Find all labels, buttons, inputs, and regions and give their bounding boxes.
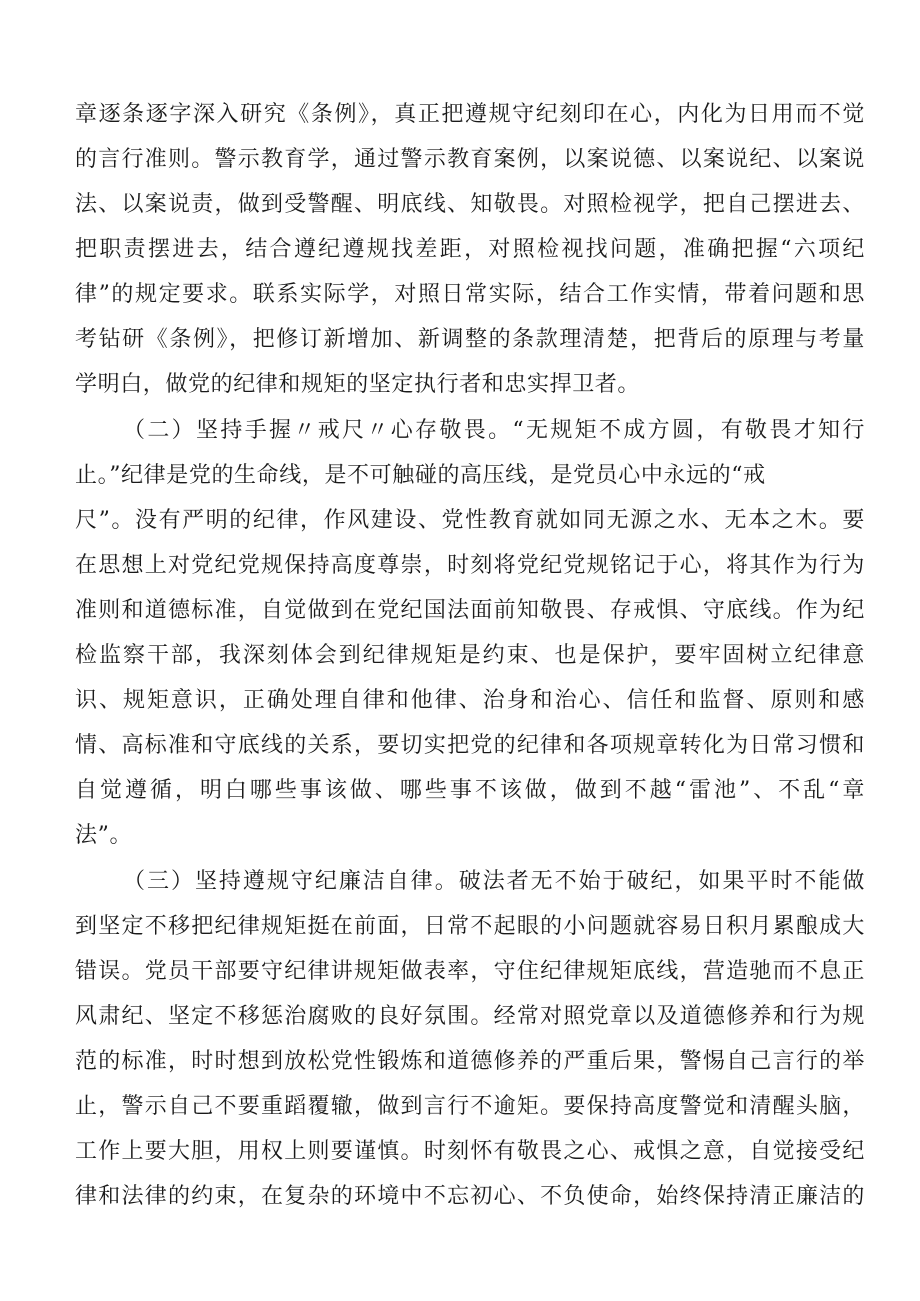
paragraph-heading-line: （二）坚持手握〃戒尺〃心存敬畏。“无规矩不成方圆，有敬畏才知行 bbox=[123, 418, 865, 443]
paragraph-line: 学明白，做党的纪律和规矩的坚定执行者和忠实捍卫者。 bbox=[75, 372, 641, 397]
paragraph-line: 的言行准则。警示教育学，通过警示教育案例，以案说德、以案说纪、以案说 bbox=[75, 147, 865, 172]
paragraph-line: 在思想上对党纪党规保持高度尊崇，时刻将党纪党规铭记于心，将其作为行为 bbox=[75, 553, 865, 578]
paragraph-line: 止，警示自己不要重蹈覆辙，做到言行不逾矩。要保持高度警觉和清醒头脑， bbox=[75, 1094, 865, 1119]
paragraph-3 bbox=[75, 859, 865, 1219]
paragraph-line: 准则和道德标准，自觉做到在党纪国法面前知敬畏、存戒惧、守底线。作为纪 bbox=[75, 598, 865, 623]
paragraph-line: 律和法律的约束，在复杂的环境中不忘初心、不负使命，始终保持清正廉洁的 bbox=[75, 1184, 865, 1209]
paragraph-line: 检监察干部，我深刻体会到纪律规矩是约束、也是保护，要牢固树立纪律意 bbox=[75, 643, 865, 668]
paragraph-line: 到坚定不移把纪律规矩挺在前面，日常不起眼的小问题就容易日积月累酿成大 bbox=[75, 914, 865, 939]
paragraph-line: 章逐条逐字深入研究《条例》，真正把遵规守纪刻印在心，内化为日用而不觉 bbox=[75, 102, 865, 127]
paragraph-heading-line: （三）坚持遵规守纪廉洁自律。破法者无不始于破纪，如果平时不能做 bbox=[123, 869, 865, 894]
paragraph-line: 考钻研《条例》，把修订新增加、新调整的条款理清楚，把背后的原理与考量 bbox=[75, 327, 865, 352]
paragraph-line: 法、以案说责，做到受警醒、明底线、知敬畏。对照检视学，把自己摆进去、 bbox=[75, 192, 865, 217]
paragraph-line: 法”。 bbox=[75, 823, 133, 848]
paragraph-line: 把职责摆进去，结合遵纪遵规找差距，对照检视找问题，准确把握“六项纪 bbox=[75, 237, 865, 262]
paragraph-1 bbox=[75, 92, 865, 407]
paragraph-line: 错误。党员干部要守纪律讲规矩做表率，守住纪律规矩底线，营造驰而不息正 bbox=[75, 959, 865, 984]
paragraph-line: 止。”纪律是党的生命线，是不可触碰的高压线，是党员心中永远的“戒 bbox=[75, 463, 766, 488]
paragraph-line: 自觉遵循，明白哪些事该做、哪些事不该做，做到不越“雷池”、不乱“章 bbox=[75, 778, 865, 803]
paragraph-line: 尺”。没有严明的纪律，作风建设、党性教育就如同无源之水、无本之木。要 bbox=[75, 508, 865, 533]
paragraph-line: 识、规矩意识，正确处理自律和他律、治身和治心、信任和监督、原则和感 bbox=[75, 688, 865, 713]
paragraph-line: 风肃纪、坚定不移惩治腐败的良好氛围。经常对照党章以及道德修养和行为规 bbox=[75, 1004, 865, 1029]
paragraph-line: 律”的规定要求。联系实际学，对照日常实际，结合工作实情，带着问题和思 bbox=[75, 282, 865, 307]
paragraph-line: 工作上要大胆，用权上则要谨慎。时刻怀有敬畏之心、戒惧之意，自觉接受纪 bbox=[75, 1139, 865, 1164]
paragraph-2 bbox=[75, 408, 865, 858]
paragraph-line: 情、高标准和守底线的关系，要切实把党的纪律和各项规章转化为日常习惯和 bbox=[75, 733, 865, 758]
paragraph-line: 范的标准，时时想到放松党性锻炼和道德修养的严重后果，警惕自己言行的举 bbox=[75, 1049, 865, 1074]
